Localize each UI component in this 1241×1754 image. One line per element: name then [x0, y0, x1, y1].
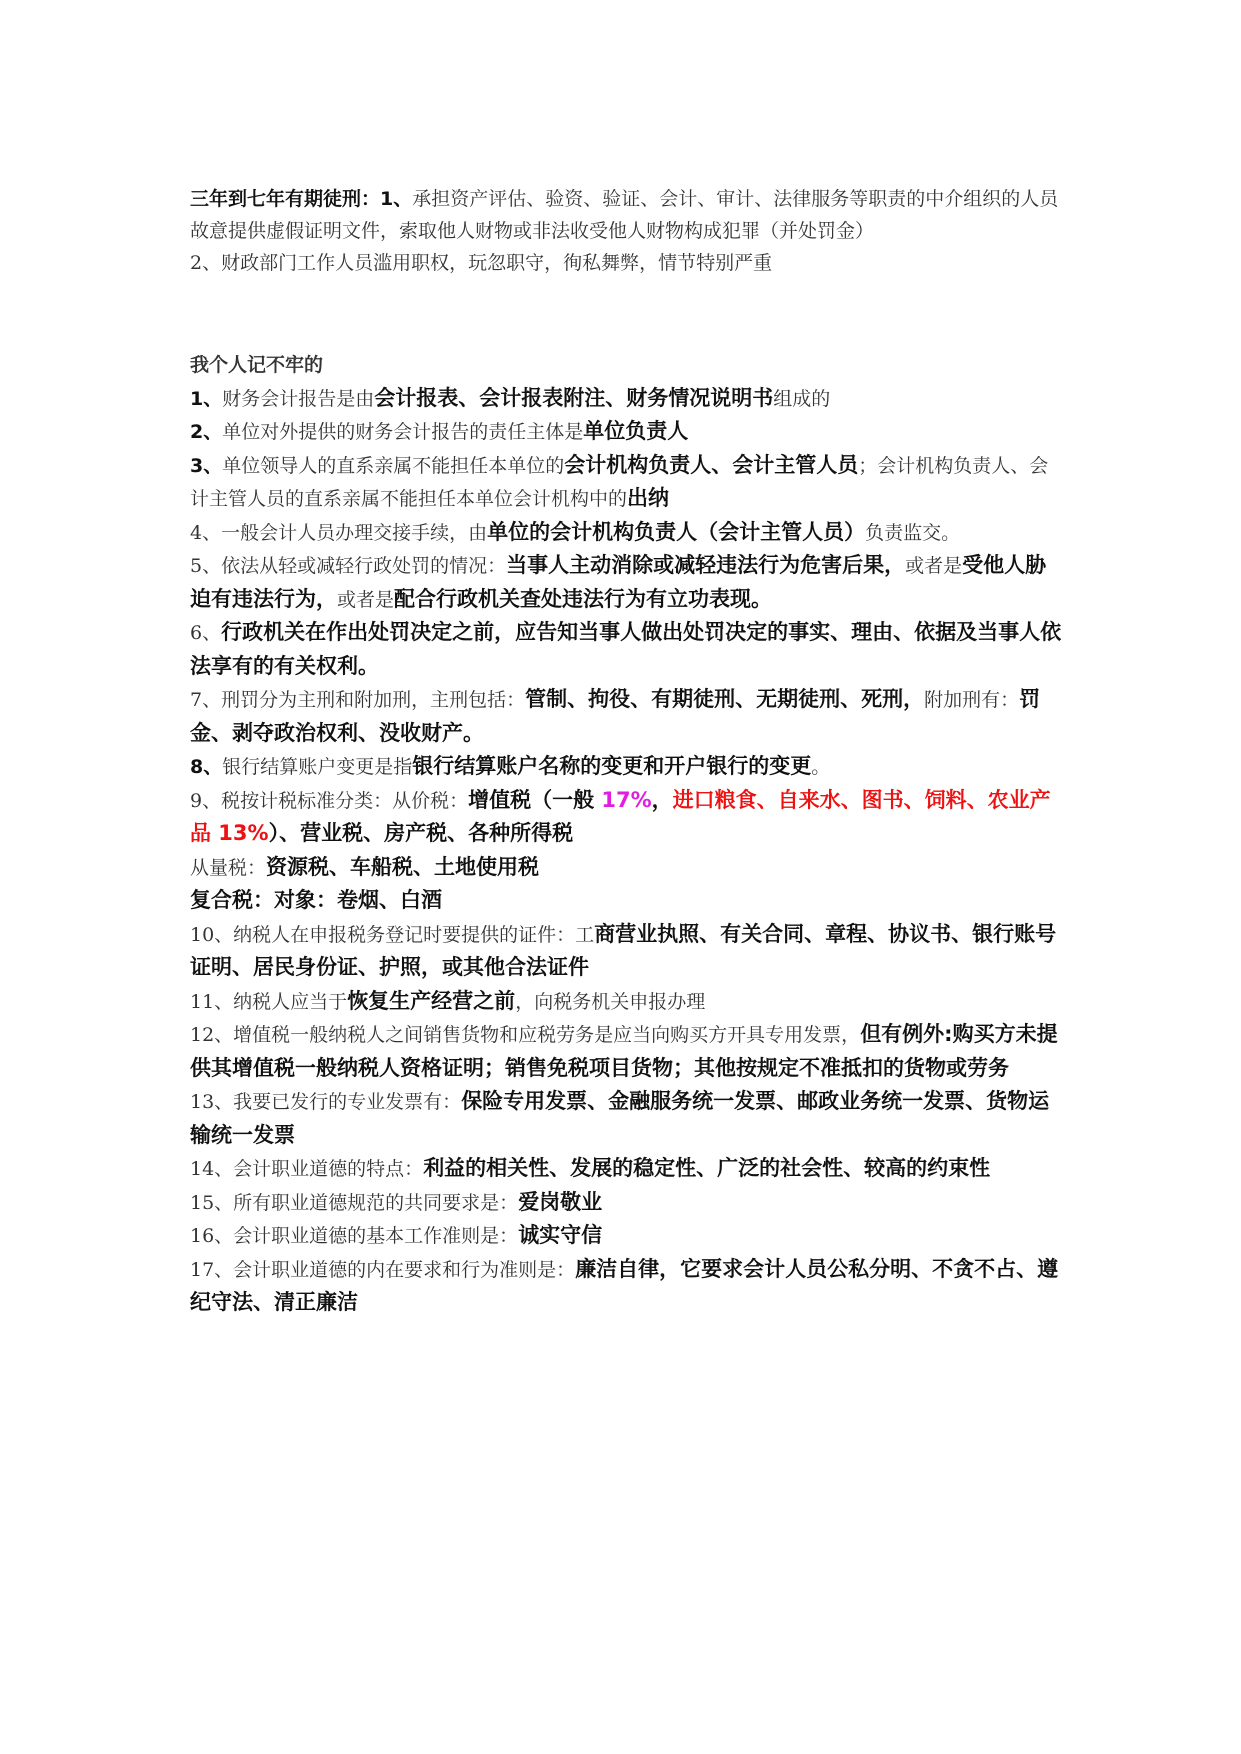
- note-9b-text: 从量税：: [190, 856, 267, 879]
- note-5-emphasis: 当事人主动消除或减轻违法行为危害后果，: [506, 553, 906, 577]
- note-7-text-2: 附加刑有：: [924, 689, 1020, 711]
- note-16-emphasis: 诚实守信: [518, 1223, 603, 1247]
- note-item-11: [190, 985, 1065, 1019]
- note-10-emphasis: 商营业执照、有关合同、章程、协议书、银行账号证明、居民身份证、护照，或其他合法证件: [190, 921, 1057, 979]
- note-item-12: [190, 1018, 1065, 1085]
- note-3-emphasis-2: 出纳: [627, 486, 670, 510]
- note-13-text: 13、我要已发行的专业发票有：: [190, 1091, 462, 1113]
- note-item-13: [190, 1085, 1065, 1152]
- note-1-number: 1、: [190, 387, 223, 410]
- note-5-emphasis-2: 受他人胁迫有违法行为，: [190, 553, 1047, 611]
- note-item-17: [190, 1253, 1065, 1320]
- note-item-9-quantity-tax: [190, 851, 1065, 885]
- note-9-emphasis-2: ）、营业税、房产税、各种所得税: [268, 821, 574, 845]
- note-4-text: 4、一般会计人员办理交接手续，由: [190, 521, 488, 544]
- note-6-number: 6、: [190, 622, 222, 644]
- note-3-text-2: ；会计机构负责人、会计主管人员的直系亲属不能担任本单位会计机构中的: [190, 454, 1049, 510]
- note-14-emphasis: 利益的相关性、发展的稳定性、广泛的社会性、较高的约束性: [423, 1156, 991, 1180]
- note-2-number: 2、: [190, 421, 223, 443]
- note-2-text: 单位对外提供的财务会计报告的责任主体是: [222, 421, 584, 443]
- note-item-9: [190, 784, 1065, 851]
- note-7-emphasis-2: 罚金、剥夺政治权利、没收财产。: [190, 687, 1041, 745]
- note-13-emphasis: 保险专用发票、金融服务统一发票、邮政业务统一发票、货物运输统一发票: [190, 1089, 1050, 1147]
- note-4-tail: 负责监交。: [865, 521, 961, 544]
- note-9-emphasis: 增值税（一般: [468, 787, 602, 812]
- section-gap: [190, 279, 1065, 349]
- note-12-text: 12、增值税一般纳税人之间销售货物和应税劳务是应当向购买方开具专用发票，: [190, 1024, 861, 1046]
- note-3-text: 单位领导人的直系亲属不能担任本单位的: [222, 454, 565, 477]
- note-16-text: 16、会计职业道德的基本工作准则是：: [190, 1225, 519, 1247]
- note-item-7: [190, 683, 1065, 750]
- note-item-1: [190, 382, 1065, 416]
- note-item-9-compound-tax: [190, 884, 1065, 918]
- note-3-emphasis: 会计机构负责人、会计主管人员: [564, 452, 859, 477]
- note-10-text: 10、纳税人在申报税务登记时要提供的证件：工: [190, 923, 595, 946]
- note-9c-emphasis: 复合税：对象：卷烟、白酒: [190, 888, 442, 912]
- note-9-text: 9、税按计税标准分类：从价税：: [190, 789, 469, 812]
- note-11-text: 11、纳税人应当于: [190, 990, 348, 1013]
- note-5-emphasis-3: 配合行政机关查处违法行为有立功表现。: [394, 586, 773, 611]
- note-7-emphasis: 管制、拘役、有期徒刑、无期徒刑、死刑，: [525, 687, 925, 711]
- note-12-emphasis: 但有例外:购买方未提供其增值税一般纳税人资格证明；销售免税项目货物；其他按规定不准抵扣的货物或劳务: [190, 1022, 1058, 1080]
- note-5-text-3: 或者是: [337, 588, 395, 611]
- note-11-emphasis: 恢复生产经营之前: [347, 988, 516, 1013]
- note-item-10: [190, 918, 1065, 985]
- note-item-4: [190, 516, 1065, 550]
- penalty-item-1-text: 承担资产评估、验资、验证、会计、审计、法律服务等职责的中介组织的人员故意提供虚假证明文件，索取他人财物或非法收受他人财物构成犯罪（并处罚金）: [190, 188, 1059, 242]
- note-9-comma: ，: [651, 787, 673, 812]
- document-page: [190, 183, 1065, 1320]
- note-item-3: [190, 449, 1065, 516]
- note-item-6: [190, 616, 1065, 683]
- note-9-rate-13: 进口粮食、自来水、图书、饲料、农业产品 13%: [190, 787, 1051, 845]
- note-5-text-2: 或者是: [905, 555, 963, 577]
- penalty-heading: 三年到七年有期徒刑：: [190, 188, 381, 210]
- note-6-emphasis: 行政机关在作出处罚决定之前，应告知当事人做出处罚决定的事实、理由、依据及当事人依法享有的有关权利。: [190, 620, 1062, 678]
- section-notes: [190, 349, 1065, 1320]
- note-8-text: 银行结算账户变更是指: [222, 756, 413, 778]
- note-3-number: 3、: [190, 454, 223, 477]
- note-item-16: [190, 1219, 1065, 1253]
- penalty-item-1-sep: 、: [393, 188, 413, 210]
- note-9-rate-17: 17%: [601, 787, 652, 812]
- note-item-8: [190, 750, 1065, 784]
- penalty-item-1: [190, 183, 1065, 247]
- note-1-emphasis: 会计报表、会计报表附注、财务情况说明书: [374, 385, 774, 410]
- note-1-text: 财务会计报告是由: [222, 387, 375, 410]
- note-17-text: 17、会计职业道德的内在要求和行为准则是：: [190, 1258, 576, 1281]
- note-4-emphasis: 单位的会计机构负责人（会计主管人员）: [487, 519, 866, 544]
- note-14-text: 14、会计职业道德的特点：: [190, 1158, 424, 1180]
- section-penalty: [190, 183, 1065, 279]
- penalty-item-1-number: 1: [380, 188, 394, 210]
- note-15-emphasis: 爱岗敬业: [518, 1189, 603, 1214]
- note-8-tail: 。: [811, 756, 831, 778]
- note-1-tail: 组成的: [773, 387, 831, 410]
- penalty-item-2: 2、财政部门工作人员滥用职权，玩忽职守，徇私舞弊，情节特别严重: [190, 252, 773, 274]
- note-5-text: 5、依法从轻或减轻行政处罚的情况：: [190, 555, 507, 577]
- note-item-15: [190, 1186, 1065, 1220]
- notes-title: 我个人记不牢的: [190, 354, 324, 376]
- note-item-5: [190, 549, 1065, 616]
- note-item-14: [190, 1152, 1065, 1186]
- note-9b-emphasis: 资源税、车船税、土地使用税: [266, 854, 540, 879]
- note-8-emphasis: 银行结算账户名称的变更和开户银行的变更: [412, 754, 812, 778]
- note-2-emphasis: 单位负责人: [583, 419, 689, 443]
- note-15-text: 15、所有职业道德规范的共同要求是：: [190, 1191, 519, 1214]
- note-11-tail: ，向税务机关申报办理: [515, 990, 706, 1013]
- note-item-2: [190, 415, 1065, 449]
- note-8-number: 8、: [190, 756, 223, 778]
- note-7-text: 7、刑罚分为主刑和附加刑，主刑包括：: [190, 689, 526, 711]
- note-17-emphasis: 廉洁自律，它要求会计人员公私分明、不贪不占、遵纪守法、清正廉洁: [190, 1256, 1059, 1314]
